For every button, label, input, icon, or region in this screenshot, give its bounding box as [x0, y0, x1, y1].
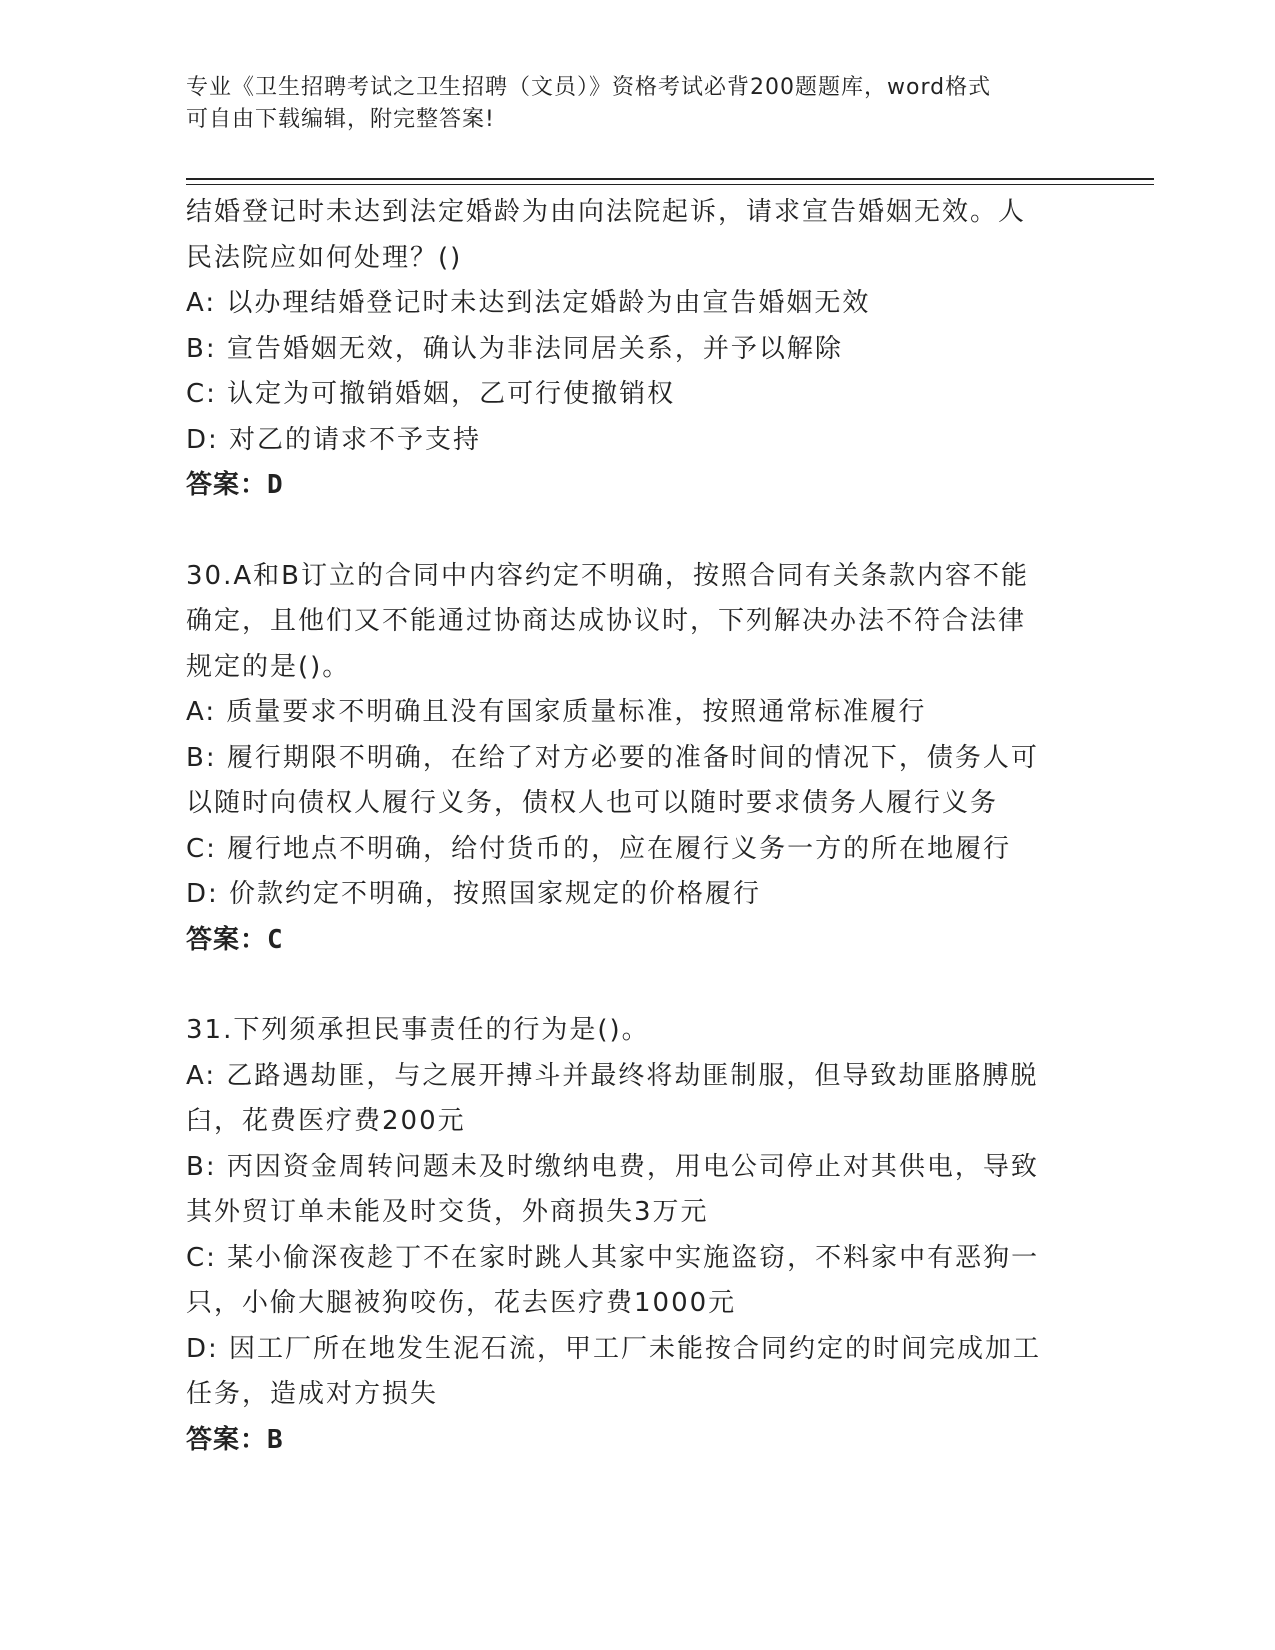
option-b-cont: 其外贸订单未能及时交货，外商损失3万元: [186, 1197, 709, 1227]
answer-label: 答案：C: [186, 924, 284, 955]
question-block: [186, 190, 1086, 509]
question-stem-line: 30.A和B订立的合同中内容约定不明确，按照合同有关条款内容不能: [186, 560, 1029, 591]
answer-label: 答案：B: [186, 1424, 284, 1455]
document-header: [186, 72, 1086, 136]
header-divider-thick: [186, 178, 1154, 180]
question-list: [186, 190, 1086, 1463]
option-d: D: 对乙的请求不予支持: [186, 424, 482, 455]
answer-label: 答案：D: [186, 470, 284, 500]
option-c: C: 某小偷深夜趁丁不在家时跳人其家中实施盗窃，不料家中有恶狗一: [186, 1242, 1040, 1273]
option-b: B: 宣告婚姻无效，确认为非法同居关系，并予以解除: [186, 333, 843, 364]
question-stem-line: 规定的是()。: [186, 651, 351, 682]
option-c: C: 履行地点不明确，给付货币的，应在履行义务一方的所在地履行: [186, 833, 1012, 864]
question-stem-line: 结婚登记时未达到法定婚龄为由向法院起诉，请求宣告婚姻无效。人: [186, 197, 1027, 227]
option-d: D: 因工厂所在地发生泥石流，甲工厂未能按合同约定的时间完成加工: [186, 1333, 1042, 1364]
option-a: A: 乙路遇劫匪，与之展开搏斗并最终将劫匪制服，但导致劫匪胳膊脱: [186, 1060, 1039, 1091]
question-stem-line: 31.下列须承担民事责任的行为是()。: [186, 1015, 650, 1045]
header-divider-thin: [186, 184, 1154, 185]
option-b: B: 履行期限不明确，在给了对方必要的准备时间的情况下，债务人可: [186, 742, 1039, 773]
question-block: [186, 554, 1086, 964]
spacer: [186, 963, 1086, 1008]
option-a: A: 以办理结婚登记时未达到法定婚龄为由宣告婚姻无效: [186, 288, 871, 318]
question-stem-line: 民法院应如何处理？(): [186, 242, 463, 273]
question-stem-line: 确定，且他们又不能通过协商达成协议时，下列解决办法不符合法律: [186, 606, 1027, 636]
option-a: A: 质量要求不明确且没有国家质量标准，按照通常标准履行: [186, 697, 927, 727]
spacer: [186, 509, 1086, 554]
header-line-2: 可自由下载编辑，附完整答案!: [186, 107, 495, 132]
option-c-cont: 只，小偷大腿被狗咬伤，花去医疗费1000元: [186, 1288, 737, 1318]
option-d-cont: 任务，造成对方损失: [186, 1379, 439, 1409]
header-line-1: 专业《卫生招聘考试之卫生招聘（文员）》资格考试必背200题题库，word格式: [186, 75, 992, 100]
option-c: C: 认定为可撤销婚姻，乙可行使撤销权: [186, 379, 676, 409]
option-a-cont: 臼，花费医疗费200元: [186, 1106, 466, 1136]
question-block: [186, 1008, 1086, 1463]
option-b-cont: 以随时向债权人履行义务，债权人也可以随时要求债务人履行义务: [186, 788, 999, 818]
option-d: D: 价款约定不明确，按照国家规定的价格履行: [186, 879, 762, 909]
option-b: B: 丙因资金周转问题未及时缴纳电费，用电公司停止对其供电，导致: [186, 1151, 1039, 1182]
